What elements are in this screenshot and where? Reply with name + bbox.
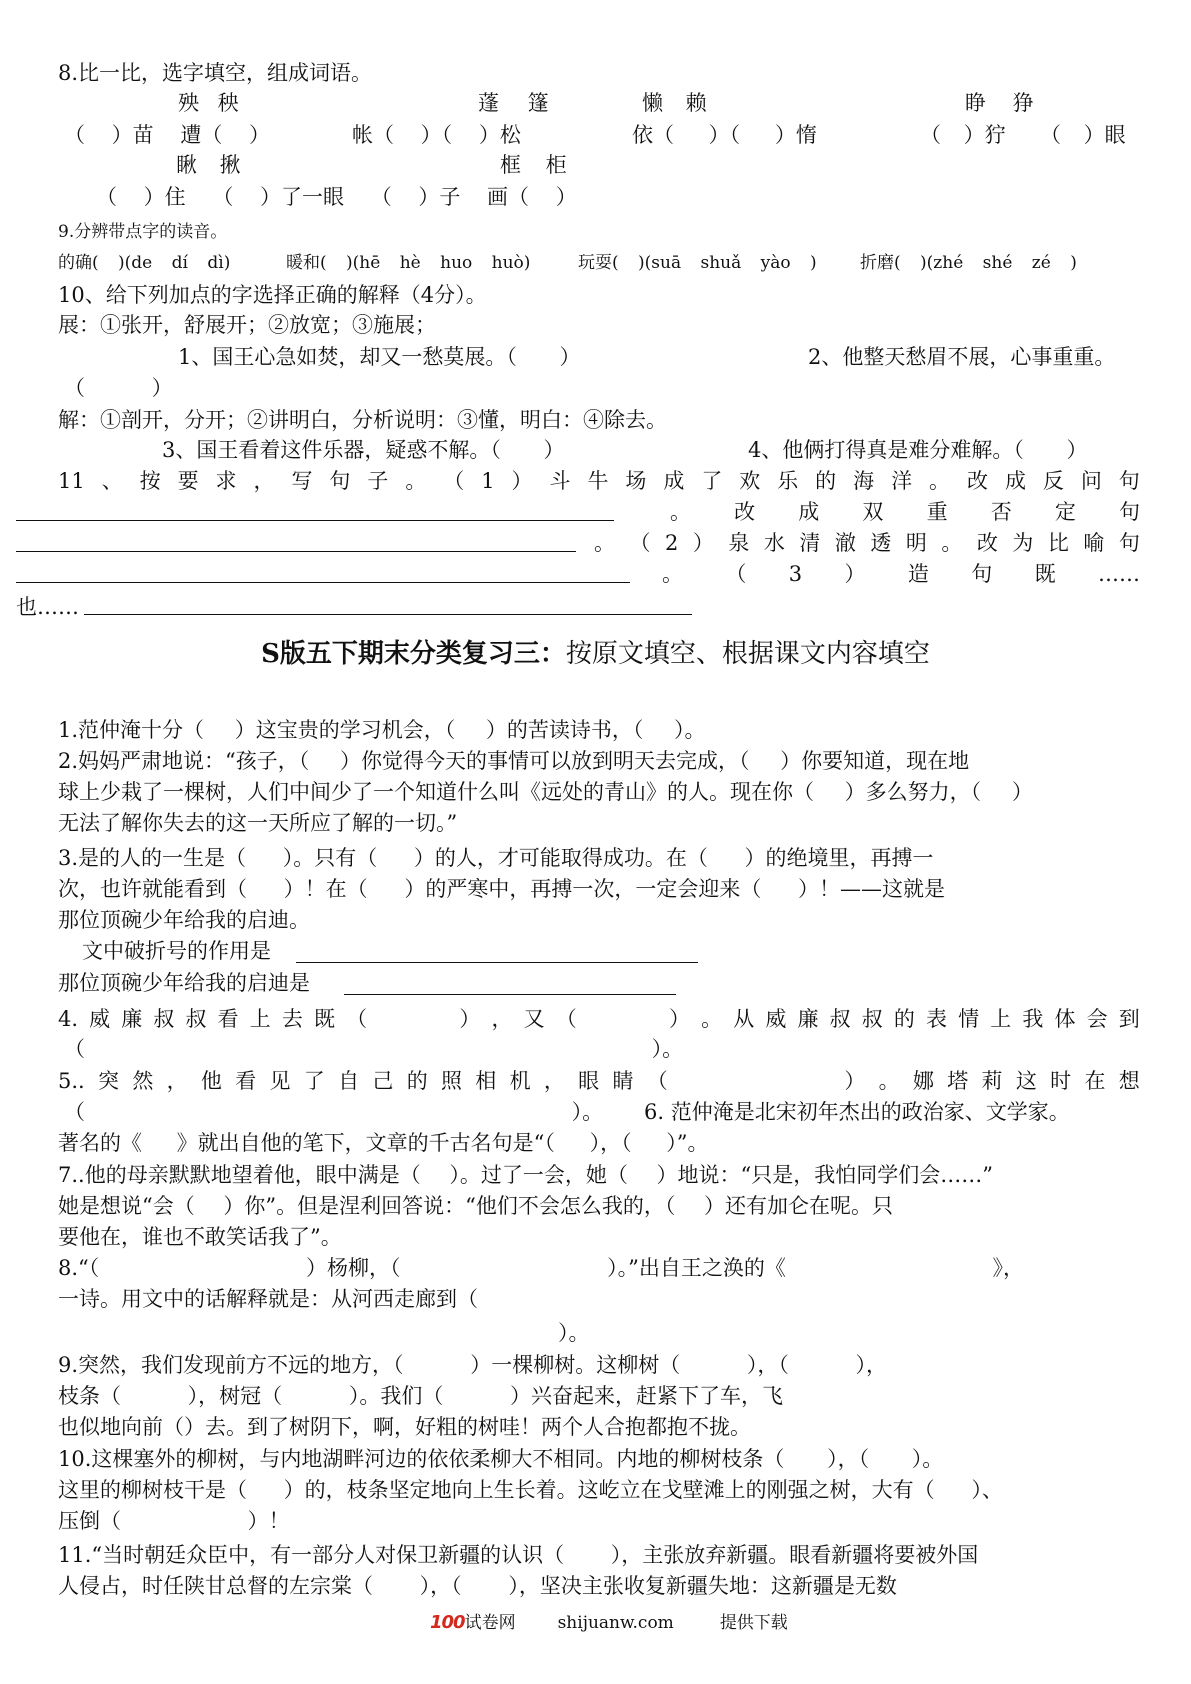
q8-blanks-3: 依（ ）（ ）惰 xyxy=(632,123,817,147)
q9-title: 9.分辨带点字的读音。 xyxy=(58,222,228,242)
q10-sentence-4: 4、他俩打得真是难分难解。（ ） xyxy=(748,438,1088,462)
page-footer xyxy=(430,1611,788,1635)
q8-blanks-2: 帐（ ）（ ）松 xyxy=(352,123,521,147)
q10-sentence-1: 1、国王心急如焚，却又一愁莫展。（ ） xyxy=(178,345,581,369)
q10-jie-definitions: 解：①剖开，分开；②讲明白，分析说明：③懂，明白：④除去。 xyxy=(58,408,667,432)
q8-blanks-row2: （ ）住 （ ）了一眼 （ ）子 画（ ） xyxy=(96,185,577,209)
q11-line-5: 也…… xyxy=(16,595,79,619)
q8-pair-3: 懒 赖 xyxy=(642,91,707,115)
item-2-line-3: 无法了解你失去的这一天所应了解的一切。” xyxy=(58,811,458,835)
item-11-line-1: 11.“当时朝廷众臣中，有一部分人对保卫新疆的认识（ ），主张放弃新疆。眼看新疆将要被外国 xyxy=(58,1543,979,1567)
item-10-line-1: 10.这棵塞外的柳树，与内地湖畔河边的依依柔柳大不相同。内地的柳树枝条（ ），（ ）。 xyxy=(58,1447,944,1471)
item-3-inspiration-question: 那位顶碗少年给我的启迪是 xyxy=(58,971,310,995)
q9-item-3: 玩耍( )(suā shuǎ yào ) xyxy=(578,253,817,273)
site-domain: shijuanw.com xyxy=(557,1613,674,1633)
q9-item-4: 折磨( )(zhé shé zé ) xyxy=(860,253,1077,273)
item-9-line-2: 枝条（ ），树冠（ ）。我们（ ）兴奋起来，赶紧下了车，飞 xyxy=(58,1384,784,1408)
q8-blanks-5: （ ）眼 xyxy=(1040,123,1126,147)
q8-pair-1: 殃 秧 xyxy=(178,91,239,115)
item-9-line-3: 也似地向前（）去。到了树阴下，啊，好粗的树哇！两个人合抱都抱不拢。 xyxy=(58,1415,751,1439)
q10-title: 10、给下列加点的字选择正确的解释（4分）。 xyxy=(58,283,487,307)
section-title-rest: 按原文填空、根据课文内容填空 xyxy=(565,639,930,669)
q8-pair-6: 框 柜 xyxy=(500,153,567,177)
item-7-line-3: 要他在，谁也不敢笑话我了”。 xyxy=(58,1225,342,1249)
download-note: 提供下载 xyxy=(719,1613,788,1633)
q10-sentence-2: 2、他整天愁眉不展，心事重重。 xyxy=(808,345,1116,369)
item-3-dash-question: 文中破折号的作用是 xyxy=(82,939,271,963)
q11-answer-line-3[interactable] xyxy=(16,582,630,583)
item-11-line-2: 人侵占，时任陕甘总督的左宗棠（ ），（ ），坚决主张收复新疆失地：这新疆是无数 xyxy=(58,1574,897,1598)
site-name: 试卷网 xyxy=(464,1613,516,1633)
section-title-bold: S版五下期末分类复习三： xyxy=(261,639,566,669)
item-3-dash-answer-line[interactable] xyxy=(296,962,698,963)
item-7-line-2: 她是想说“会（ ）你”。但是涅利回答说：“他们不会怎么我的，（ ）还有加仑在呢。只 xyxy=(58,1194,894,1218)
item-3-line-2: 次，也许就能看到（ ）！在（ ）的严寒中，再搏一次，一定会迎来（ ）！——这就是 xyxy=(58,877,946,901)
item-3-line-3: 那位顶碗少年给我的启迪。 xyxy=(58,908,310,932)
item-5-line-2: （ ）。 xyxy=(64,1100,604,1124)
item-6-line-1: 6. 范仲淹是北宋初年杰出的政治家、文学家。 xyxy=(644,1100,1070,1124)
item-2-line-2: 球上少栽了一棵树，人们中间少了一个知道什么叫《远处的青山》的人。现在你（ ）多么努力，（ ） xyxy=(58,780,1033,804)
item-4-line-1: 4. 威 廉 叔 叔 看 上 去 既 （ ） ， 又 （ ） 。 从 威 廉 叔 叔 的 表 情 上 我 体 会 到 xyxy=(58,1007,1140,1031)
item-10-line-3: 压倒（ ）！ xyxy=(58,1509,290,1533)
q11-answer-line-1[interactable] xyxy=(16,520,614,521)
q9-item-2: 暖和( )(hē hè huo huò) xyxy=(286,253,531,273)
q8-pair-5: 瞅 揪 xyxy=(176,153,241,177)
item-7-line-1: 7..他的母亲默默地望着他，眼中满是（ ）。过了一会，她（ ）地说：“只是，我怕同学们会……” xyxy=(58,1163,994,1187)
item-2-line-1: 2.妈妈严肃地说：“孩子，（ ）你觉得今天的事情可以放到明天去完成，（ ）你要知道，现在地 xyxy=(58,749,970,773)
item-3-line-1: 3.是的人的一生是（ ）。只有（ ）的人，才可能取得成功。在（ ）的绝境里，再搏一 xyxy=(58,846,934,870)
q9-item-1: 的确( )(de dí dì) xyxy=(58,253,231,273)
q8-pair-2: 蓬 篷 xyxy=(478,91,549,115)
q11-line-4: 。 （ 3 ） 造 句 既 …… xyxy=(662,562,1140,586)
item-8-line-1: 8.“（ ）杨柳，（ ）。”出自王之涣的《 》， xyxy=(58,1256,1025,1280)
q11-answer-line-4[interactable] xyxy=(84,614,692,615)
q11-line-3: 。 （ 2 ） 泉 水 清 澈 透 明 。 改 为 比 喻 句 xyxy=(594,531,1140,555)
item-8-line-3: ）。 xyxy=(558,1321,590,1345)
logo-100-mark: 100 xyxy=(430,1612,465,1633)
item-8-line-2: 一诗。用文中的话解释就是：从河西走廊到（ xyxy=(58,1287,478,1311)
q11-line-2: 。 改 成 双 重 否 定 句 xyxy=(670,500,1140,524)
item-6-line-2: 著名的《 》就出自他的笔下，文章的千古名句是“（ ），（ ）”。 xyxy=(58,1131,709,1155)
item-10-line-2: 这里的柳树枝干是（ ）的，枝条坚定地向上生长着。这屹立在戈壁滩上的刚强之树，大有（ ）、 xyxy=(58,1478,1003,1502)
item-3-inspiration-answer-line[interactable] xyxy=(344,994,676,995)
q8-title: 8.比一比，选字填空，组成词语。 xyxy=(58,61,373,85)
item-4-line-2: （ ）。 xyxy=(64,1037,684,1061)
q8-blanks-4: （ ）狞 xyxy=(920,123,1006,147)
q10-sentence-3: 3、国王看着这件乐器，疑惑不解。（ ） xyxy=(162,438,565,462)
item-5-line-1: 5.. 突 然 ， 他 看 见 了 自 己 的 照 相 机 ， 眼 睛 （ ） 。 娜 塔 莉 这 时 在 想 xyxy=(58,1069,1140,1093)
site-logo xyxy=(430,1611,516,1635)
q11-line-1: 11 、 按 要 求 ， 写 句 子 。 （ 1 ） 斗 牛 场 成 了 欢 乐 的 海 洋 。 改 成 反 问 句 xyxy=(58,469,1140,493)
item-9-line-1: 9.突然，我们发现前方不远的地方，（ ）一棵柳树。这柳树（ ），（ ）， xyxy=(58,1353,888,1377)
item-1: 1.范仲淹十分（ ）这宝贵的学习机会，（ ）的苦读诗书，（ ）。 xyxy=(58,718,706,742)
section-title xyxy=(0,636,1191,672)
q8-blanks-1: （ ）苗 遭（ ） xyxy=(64,123,271,147)
q11-answer-line-2[interactable] xyxy=(16,551,576,552)
q10-sentence-2-blank: （ ） xyxy=(64,376,173,400)
q10-zhan-definitions: 展：①张开，舒展开；②放宽；③施展； xyxy=(58,313,436,337)
q8-pair-4: 睁 狰 xyxy=(965,91,1034,115)
